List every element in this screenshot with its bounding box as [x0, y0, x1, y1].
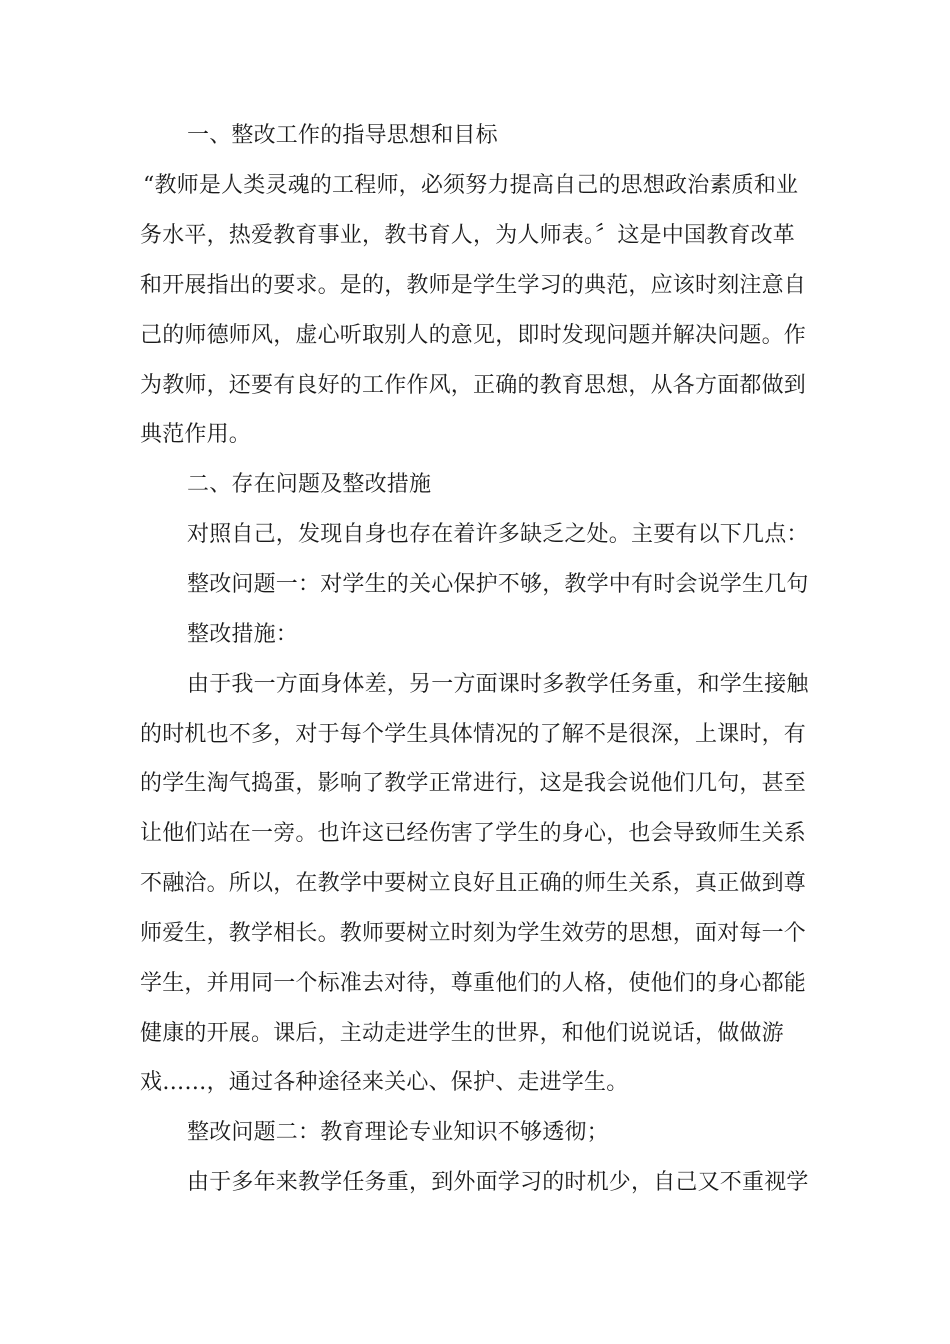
- paragraph-line: 戏……，通过各种途径来关心、保护、走进学生。: [140, 1070, 629, 1095]
- paragraph-line: 师爱生，教学相长。教师要树立时刻为学生效劳的思想，面对每一个: [140, 921, 807, 946]
- paragraph-line: 典范作用。: [140, 422, 252, 447]
- paragraph-line: 对照自己，发现自身也存在着许多缺乏之处。主要有以下几点：: [187, 522, 809, 547]
- paragraph-line: 为教师，还要有良好的工作作风，正确的教育思想，从各方面都做到: [140, 373, 807, 398]
- issue-heading-2: 整改问题二：教育理论专业知识不够透彻；: [187, 1120, 609, 1145]
- paragraph-line: 己的师德师风，虚心听取别人的意见，即时发现问题并解决问题。作: [140, 323, 807, 348]
- paragraph-line: 和开展指出的要求。是的，教师是学生学习的典范，应该时刻注意自: [140, 273, 807, 298]
- paragraph-line: 让他们站在一旁。也许这已经伤害了学生的身心，也会导致师生关系: [140, 821, 807, 846]
- paragraph-line: 的时机也不多，对于每个学生具体情况的了解不是很深，上课时，有: [140, 722, 807, 747]
- paragraph-line: 健康的开展。课后，主动走进学生的世界，和他们说说话，做做游: [140, 1021, 784, 1046]
- section-heading-2: 二、存在问题及整改措施: [187, 472, 432, 497]
- section-heading-1: 一、整改工作的指导思想和目标: [187, 123, 498, 148]
- paragraph-line: 的学生淘气捣蛋，影响了教学正常进行，这是我会说他们几句，甚至: [140, 771, 807, 796]
- paragraph-line: 不融洽。所以，在教学中要树立良好且正确的师生关系，真正做到尊: [140, 871, 807, 896]
- paragraph-line: 由于我一方面身体差，另一方面课时多教学任务重，和学生接触: [187, 672, 809, 697]
- paragraph-line: 学生，并用同一个标准去对待，尊重他们的人格，使他们的身心都能: [140, 971, 807, 996]
- paragraph-line: 务水平，热爱教育事业，教书育人，为人师表。〞这是中国教育改革: [140, 223, 796, 248]
- measures-heading: 整改措施：: [187, 622, 299, 647]
- paragraph-line: 由于多年来教学任务重，到外面学习的时机少，自己又不重视学: [187, 1170, 809, 1195]
- issue-heading-1: 整改问题一：对学生的关心保护不够，教学中有时会说学生几句: [187, 572, 809, 597]
- paragraph-line: “教师是人类灵魂的工程师，必须努力提高自己的思想政治素质和业: [143, 173, 799, 198]
